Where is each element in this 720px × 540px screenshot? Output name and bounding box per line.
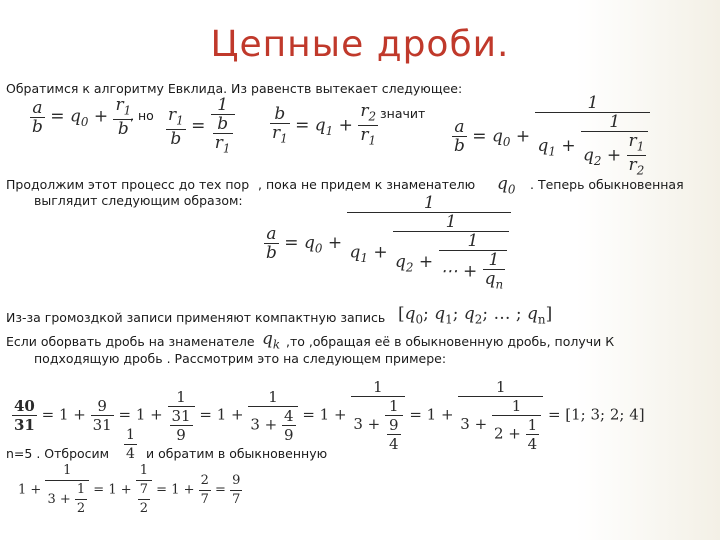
text-so: значит [380,106,426,121]
formula-r1-over-b: $\frac{r_1}{b}$ = $\frac{1}{\frac{b}{r_1}}$ [166,96,235,157]
text-line-3: выглядит следующим образом: [34,193,243,208]
text-line-2b: , пока не придем к знаменателю [258,177,476,192]
text-line-6: подходящую дробь . Рассмотрим это на следующем примере: [34,351,447,366]
slide-title: Цепные дроби. [210,24,510,65]
text-but: , но [130,108,154,123]
text-line-2c: . Теперь обыкновенная [530,177,684,192]
text-line-7a: n=5 . Отбросим [6,446,110,461]
text-line-2a: Продолжим этот процесс до тех пор [6,177,250,192]
formula-final: 1 + 1 3 + $\frac{1}{2}$ = 1 + $\frac{1}{\frac{7}{2}}$ = 1 + $\frac{2}{7}$ = $\frac{9}{7}$ [18,463,241,516]
formula-q0-inline: $q_0$ [497,174,516,197]
formula-general: $\frac{a}{b}$ = $q_0$ + 1 $q_1$ + 1 $q_2$ + 1 ⋯ + $\frac{1}{q_n}$ [264,194,511,293]
formula-quarter: $\frac{1}{4}$ [126,427,135,462]
text-line-5a: Если оборвать дробь на знаменателе [6,334,255,349]
formula-example: $\frac{40}{31}$ = 1 + $\frac{9}{31}$ = 1 + $\frac{1}{\frac{31}{9}}$ = 1 + 1 3 + $\frac{4}{9}$ = 1 + 1 3 + $\frac{1}{\frac{9}{4}}$ = 1 + 1 3 + 1 2 + $\frac{1}{4}$ = [1; 3; 2; 4] [14,378,645,453]
formula-qk-inline: $q_k$ [262,329,281,352]
formula-a-over-b: $\frac{a}{b}$ = $q_0$ + $\frac{r_1}{b}$ [32,95,132,140]
formula-compact: [$q_0$; $q_1$; $q_2$; … ; $q_n$] [398,304,553,327]
text-line-5b: ,то ,обращая её в обыкновенную дробь, получи К [286,334,615,349]
text-line-4: Из-за громоздкой записи применяют компактную запись [6,310,386,325]
text-line-7b: и обратим в обыкновенную [146,446,328,461]
text-line-1: Обратимся к алгоритму Евклида. Из равенств вытекает следующее: [6,81,463,96]
formula-b-over-r1: $\frac{b}{r_1}$ = $q_1$ + $\frac{r_2}{r_1}$ [272,101,377,148]
formula-continued-2: $\frac{a}{b}$ = $q_0$ + 1 $q_1$ + 1 $q_2$ + $\frac{r_1}{r_2}$ [452,94,650,180]
